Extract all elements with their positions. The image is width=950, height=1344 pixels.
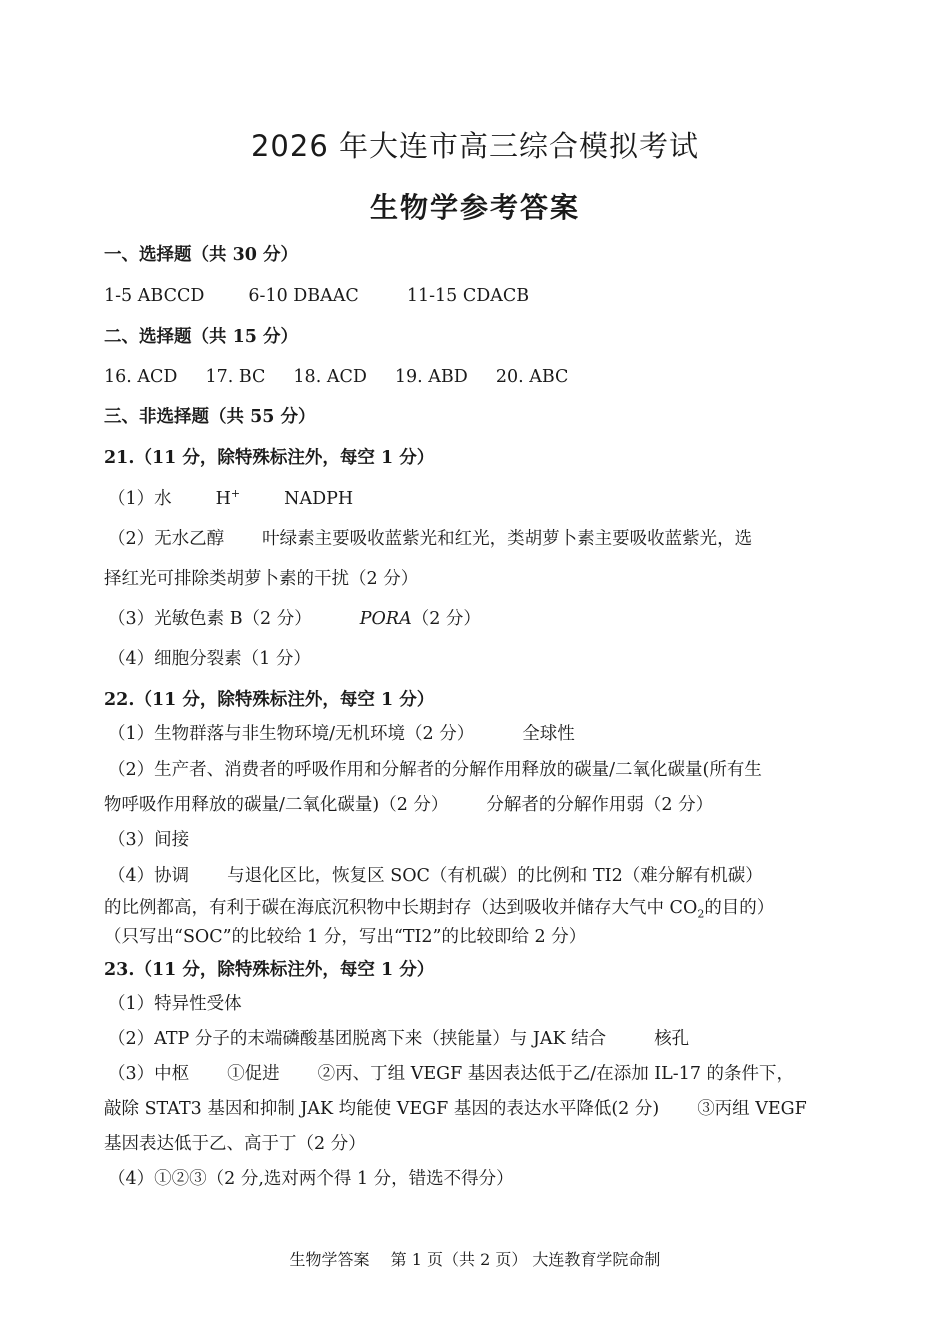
answer-text: ③丙组 VEGF (697, 1099, 807, 1119)
section-1-answers (104, 284, 854, 308)
answer-group: 1-5 ABCCD (104, 286, 205, 306)
answer-text: ①促进 (227, 1064, 280, 1084)
q21-heading: 21.（11 分，除特殊标注外，每空 1 分） (104, 448, 435, 468)
answer-text: NADPH (284, 489, 354, 509)
q22-answer-4-cont (104, 896, 854, 920)
q22-answer-4-note: （只写出“SOC”的比较给 1 分，写出“TI2”的比较即给 2 分） (104, 927, 587, 947)
answer-item: 16. ACD (104, 367, 178, 387)
section-1-heading: 一、选择题（共 30 分） (104, 245, 299, 265)
answer-text: （2 分） (411, 609, 481, 629)
section-2-answers (104, 365, 854, 389)
q21-answer-2-cont: 择红光可排除类胡萝卜素的干扰（2 分） (104, 569, 419, 589)
answer-item: 19. ABD (394, 367, 468, 387)
answer-text: （2）无水乙醇 (108, 529, 225, 549)
q23-answer-3 (108, 1062, 854, 1086)
q23-answer-1: （1）特异性受体 (108, 994, 242, 1014)
q22-answer-2: （2）生产者、消费者的呼吸作用和分解者的分解作用释放的碳量/二氧化碳量(所有生 (108, 760, 762, 780)
q21-answer-1 (108, 487, 854, 511)
answer-text: （1）水 (108, 489, 172, 509)
answer-item: 20. ABC (495, 367, 569, 387)
answer-text: 核孔 (654, 1029, 690, 1049)
q22-answer-1 (108, 722, 854, 746)
answer-text: （3）光敏色素 B（2 分） (108, 609, 312, 629)
q22-answer-4 (108, 864, 854, 888)
superscript: + (230, 487, 241, 501)
q21-answer-2 (108, 527, 854, 551)
q23-heading: 23.（11 分，除特殊标注外，每空 1 分） (104, 960, 435, 980)
answer-text: 的比例都高，有利于碳在海底沉积物中长期封存（达到吸收并储存大气中 CO (104, 898, 698, 918)
page-subtitle: 生物学参考答案 (369, 191, 580, 224)
subscript: 2 (697, 907, 705, 921)
answer-text: ②丙、丁组 VEGF 基因表达低于乙/在添加 IL-17 的条件下， (317, 1064, 795, 1084)
answer-text: （2）ATP 分子的末端磷酸基团脱离下来（挟能量）与 JAK 结合 (108, 1029, 607, 1049)
answer-text: （1）生物群落与非生物环境/无机环境（2 分） (108, 724, 475, 744)
q22-answer-2-cont (104, 793, 854, 817)
answer-text: 全球性 (522, 724, 575, 744)
answer-group: 6-10 DBAAC (248, 286, 359, 306)
answer-text: 敲除 STAT3 基因和抑制 JAK 均能使 VEGF 基因的表达水平降低(2 分) (104, 1099, 660, 1119)
q23-answer-3-cont2: 基因表达低于乙、高于丁（2 分） (104, 1134, 366, 1154)
q23-answer-4: （4）①②③（2 分,选对两个得 1 分，错选不得分） (108, 1169, 514, 1189)
q21-answer-4: （4）细胞分裂素（1 分） (108, 649, 311, 669)
page-title: 2026 年大连市高三综合模拟考试 (250, 129, 700, 163)
page-footer: 生物学答案 第 1 页（共 2 页） 大连教育学院命制 (289, 1250, 661, 1269)
q23-answer-3-cont (104, 1097, 854, 1121)
section-2-heading: 二、选择题（共 15 分） (104, 327, 299, 347)
section-3-heading: 三、非选择题（共 55 分） (104, 407, 316, 427)
answer-text: 物呼吸作用释放的碳量/二氧化碳量)（2 分） (104, 795, 449, 815)
answer-text: （4）协调 (108, 866, 190, 886)
q23-answer-2 (108, 1027, 854, 1051)
answer-text: 叶绿素主要吸收蓝紫光和红光，类胡萝卜素主要吸收蓝紫光，选 (262, 529, 753, 549)
answer-text: 分解者的分解作用弱（2 分） (486, 795, 714, 815)
gene-name: PORA (359, 609, 412, 629)
answer-group: 11-15 CDACB (406, 286, 530, 306)
answer-text: 与退化区比，恢复区 SOC（有机碳）的比例和 TI2（难分解有机碳） (227, 866, 763, 886)
answer-text: H (215, 489, 231, 509)
q22-heading: 22.（11 分，除特殊标注外，每空 1 分） (104, 690, 435, 710)
answer-text: （3）中枢 (108, 1064, 190, 1084)
q22-answer-3: （3）间接 (108, 830, 190, 850)
answer-item: 17. BC (205, 367, 266, 387)
answer-text: 的目的） (704, 898, 775, 918)
answer-item: 18. ACD (293, 367, 367, 387)
q21-answer-3 (108, 607, 854, 631)
